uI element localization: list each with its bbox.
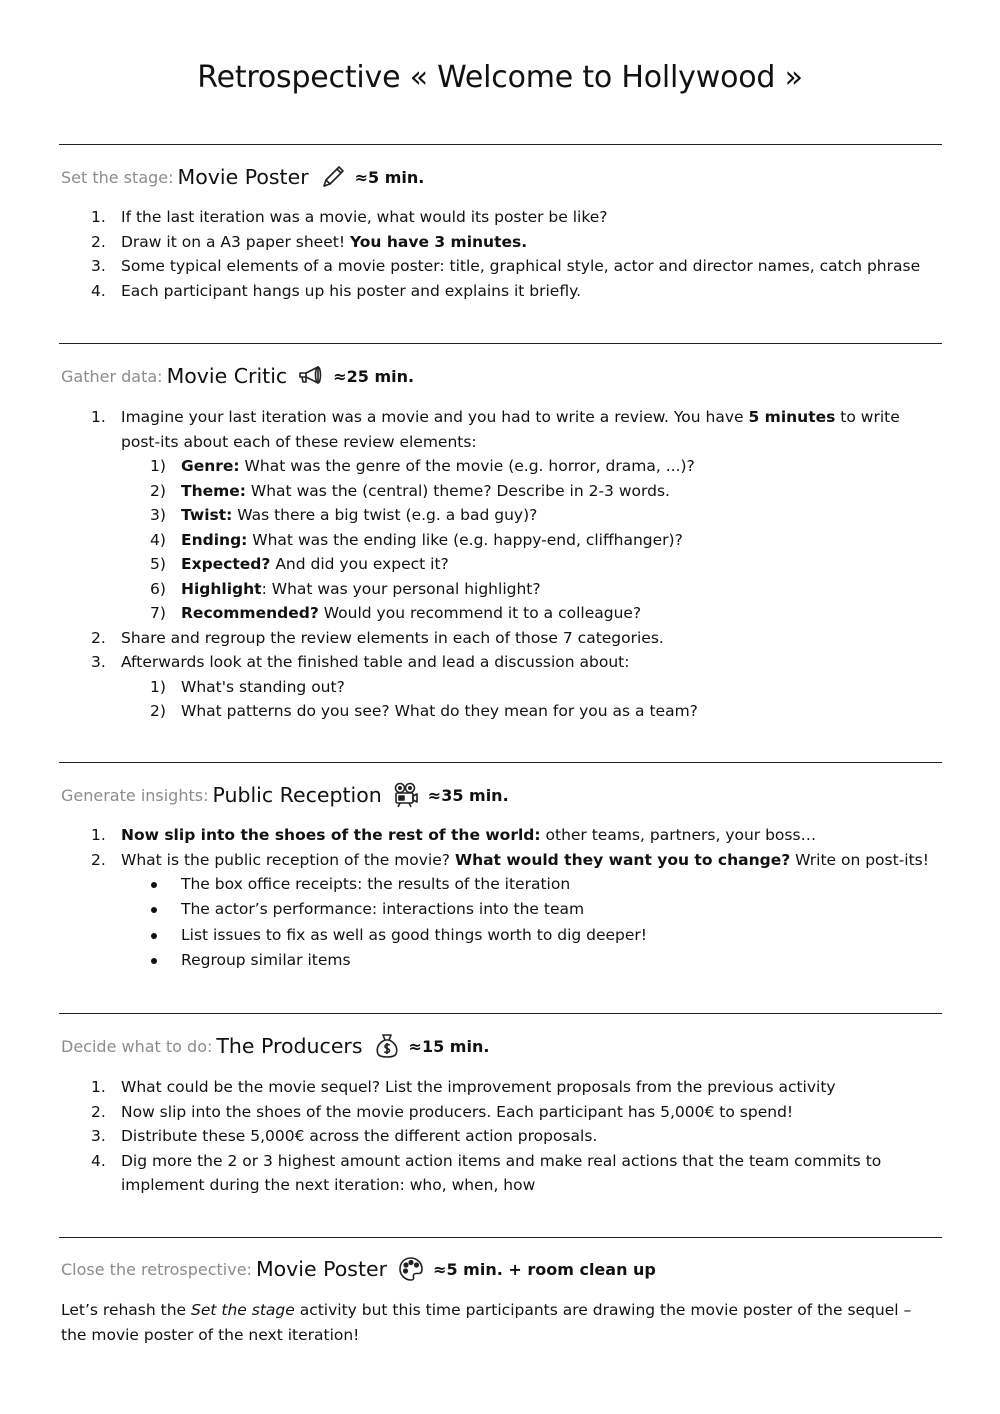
- list-item: 6) Highlight: What was your personal highlight?: [150, 579, 541, 598]
- list-item: The actor’s performance: interactions into the team: [181, 897, 941, 922]
- stage-label: Gather data:: [61, 366, 163, 386]
- duration-label: ≈15 min.: [408, 1036, 490, 1056]
- bullet-icon: [151, 882, 157, 888]
- page-title: Retrospective « Welcome to Hollywood »: [197, 60, 803, 95]
- list-item: 3. Distribute these 5,000€ across the different action proposals.: [91, 1127, 598, 1145]
- duration-label: ≈5 min. + room clean up: [433, 1259, 656, 1279]
- list-item: 1. What could be the movie sequel? List the improvement proposals from the previous activity: [91, 1078, 836, 1096]
- bullet-icon: [151, 907, 157, 913]
- bullet-list: [121, 872, 941, 973]
- list-item: 2) Theme: What was the (central) theme? Describe in 2-3 words.: [150, 481, 670, 500]
- list-item: 1) What's standing out?: [150, 677, 345, 696]
- activity-name: Movie Critic: [166, 364, 288, 388]
- section-divider: [59, 1013, 942, 1014]
- activity-name: Movie Poster: [177, 165, 309, 189]
- instruction-list: [91, 823, 941, 973]
- list-item: 1. If the last iteration was a movie, what would its poster be like?: [91, 208, 608, 226]
- list-item: 4) Ending: What was the ending like (e.g. happy-end, cliffhanger)?: [150, 530, 683, 549]
- bullet-icon: [151, 958, 157, 964]
- list-item: 3. Afterwards look at the finished table and lead a discussion about: 1) What's standing out? 2) What patterns do you see? What do they mean for you as a team?: [121, 650, 941, 724]
- duration-label: ≈5 min.: [354, 167, 425, 187]
- section-divider: [59, 762, 942, 763]
- list-item: 3. Some typical elements of a movie poster: title, graphical style, actor and director names, catch phrase: [91, 257, 921, 275]
- list-item: 2) What patterns do you see? What do they mean for you as a team?: [150, 702, 698, 720]
- list-item: List issues to fix as well as good things worth to dig deeper!: [181, 923, 941, 948]
- section-divider: [59, 343, 942, 344]
- palette-icon: [397, 1255, 425, 1283]
- list-item: 1. Now slip into the shoes of the rest of the world: other teams, partners, your boss…: [91, 826, 817, 844]
- section-header-close-the-retrospective: [61, 1255, 656, 1283]
- list-item: 7) Recommended? Would you recommend it to a colleague?: [150, 604, 642, 622]
- section-header-set-the-stage: [61, 163, 424, 191]
- duration-label: ≈25 min.: [333, 366, 415, 386]
- activity-name: Public Reception: [212, 783, 382, 807]
- section-divider: [59, 1237, 942, 1238]
- film-projector-icon: [392, 781, 420, 809]
- duration-label: ≈35 min.: [427, 785, 509, 805]
- closing-paragraph: Let’s rehash the Set the stage activity but this time participants are drawing the movie poster of the sequel – the movie poster of the next iteration!: [61, 1301, 912, 1344]
- instruction-list: [91, 1075, 941, 1198]
- list-item: 1) Genre: What was the genre of the movie (e.g. horror, drama, ...)?: [150, 457, 695, 475]
- stage-label: Decide what to do:: [61, 1036, 213, 1056]
- pencil-icon: [319, 163, 347, 191]
- section-header-decide-what-to-do: [61, 1032, 489, 1060]
- activity-name: The Producers: [216, 1034, 363, 1058]
- stage-label: Close the retrospective:: [61, 1259, 252, 1279]
- list-item: 3) Twist: Was there a big twist (e.g. a bad guy)?: [150, 506, 538, 524]
- instruction-list: [91, 205, 941, 303]
- list-item: The box office receipts: the results of the iteration: [181, 872, 941, 897]
- list-item: 4. Each participant hangs up his poster and explains it briefly.: [91, 281, 581, 300]
- review-elements-list: [121, 454, 941, 626]
- list-item: 2. Draw it on a A3 paper sheet! You have 3 minutes.: [91, 232, 528, 251]
- stage-label: Set the stage:: [61, 167, 174, 187]
- megaphone-icon: [297, 362, 325, 390]
- list-item: 2. Now slip into the shoes of the movie producers. Each participant has 5,000€ to spend!: [91, 1102, 794, 1121]
- stage-label: Generate insights:: [61, 785, 209, 805]
- list-item: Regroup similar items: [181, 948, 941, 973]
- money-bag-icon: [373, 1032, 401, 1060]
- section-header-gather-data: [61, 362, 414, 390]
- section-header-generate-insights: [61, 781, 509, 809]
- list-item: 1. Imagine your last iteration was a movie and you had to write a review. You have 5 minutes to write post-its about each of these review elements: 1) Genre: What was the genre of the movie (e.g. horror, drama, ...)? 2) Theme: What was the (central) theme? Describe in 2-3 words. 3) Twist: Was there a big twist (e.g. a bad guy)? 4) Ending: What was the ending like (e.g. happy-end, cliffhanger)? 5) Expected? And did you expect it? 6) Highlight: What was your personal highlight? 7) Recommended? Would you recommend it to a colleague?: [121, 405, 941, 626]
- discussion-list: [121, 675, 941, 724]
- instruction-list: [91, 405, 941, 724]
- activity-name: Movie Poster: [255, 1257, 388, 1281]
- section-divider: [59, 144, 942, 145]
- list-item: 2. What is the public reception of the movie? What would they want you to change? Write on post-its! The box office receipts: the results of the iteration The actor’s performance: interactions into the team List issues to fix as well as good things worth to dig deeper! Regroup similar items: [121, 848, 941, 974]
- list-item: 5) Expected? And did you expect it?: [150, 555, 449, 573]
- list-item: 4. Dig more the 2 or 3 highest amount action items and make real actions that the team commits to implement during the next iteration: who, when, how: [91, 1151, 882, 1194]
- bullet-icon: [151, 933, 157, 939]
- list-item: 2. Share and regroup the review elements in each of those 7 categories.: [91, 628, 664, 647]
